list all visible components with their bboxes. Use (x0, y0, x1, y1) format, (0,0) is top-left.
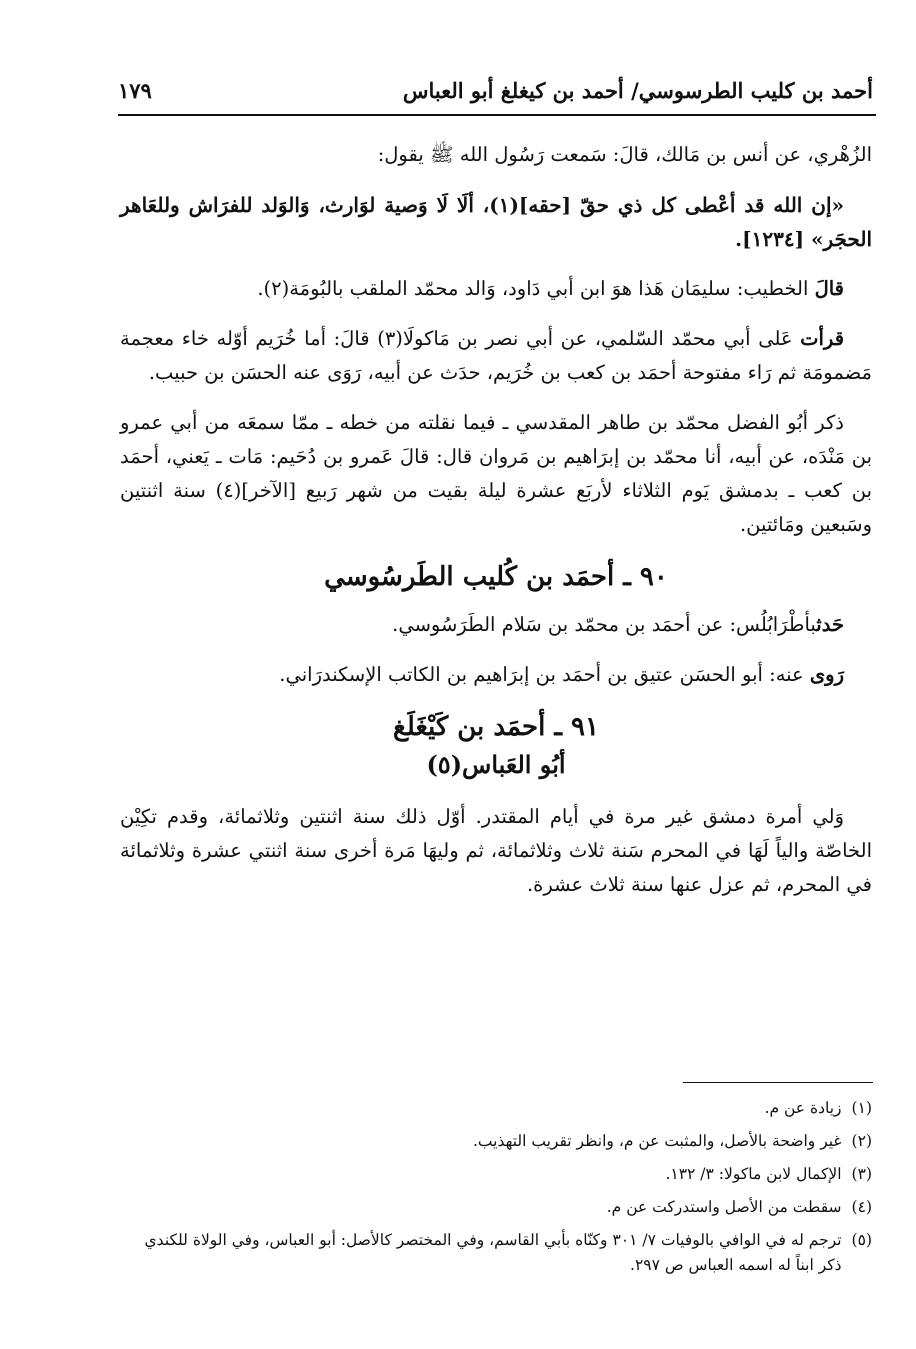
entry-heading-91-line2: أبُو العَباس(٥) (426, 750, 566, 779)
footnote-3 (120, 1162, 872, 1187)
paragraph-3 (120, 272, 872, 306)
footnote-text: سقطت من الأصل واستدركت عن م. (606, 1198, 842, 1216)
paragraph-6-label: حَدث (816, 613, 844, 636)
hadith-text: «إن الله قد أعْطى كل ذي حقّ [حقه](١)، ألَا لَا وَصية لوَارث، وَالوَلد للفرَاش وللعَاهر الحجَر» [١٢٣٤]. (120, 193, 872, 251)
footnote-5 (120, 1228, 872, 1278)
footnote-number: (٥) (851, 1231, 872, 1249)
paragraph-3-text: الخطيب: سليمَان هَذا هوَ ابن أبي دَاود، وَالد محمّد الملقب بالبُومَة(٢). (257, 277, 809, 300)
footnote-text: زيادة عن م. (764, 1099, 842, 1117)
paragraph-4-label: قرأت (800, 327, 845, 350)
running-title: أحمد بن كليب الطرسوسي/ أحمد بن كيغلغ أبو العباس (402, 78, 873, 103)
page-header (118, 78, 873, 103)
paragraph-7-text: عنه: أبو الحسَن عتيق بن أحمَد بن إبرَاهيم بن الكاتب الإسكندرَاني. (279, 663, 804, 686)
footnote-number: (٣) (851, 1165, 872, 1183)
paragraph-1: الزُهْري، عن أنس بن مَالك، قالَ: سَمعت رَسُول الله ﷺ يقول: (377, 143, 872, 166)
entry-heading-91 (120, 708, 872, 784)
paragraph-7 (120, 658, 872, 692)
entry-heading-90: ٩٠ ـ أحمَد بن كُليب الطَرسُوسي (324, 562, 668, 592)
footnotes (120, 1096, 872, 1286)
paragraph-7-label: رَوى (809, 663, 844, 686)
footnote-text: غير واضحة بالأصل، والمثبت عن م، وانظر تقريب التهذيب. (472, 1132, 842, 1150)
paragraph-4-text: عَلى أبي محمّد السّلمي، عن أبي نصر بن مَاكولَا(٣) قالَ: أما خُرَيم أوّله خاء معجمة مَضمومَة ثم رَاء مفتوحة أحمَد بن كعب بن خُرَيم، حدَث عن أبيه، رَوَى عنه الحسَن بن حبيب. (120, 327, 872, 384)
paragraph-5: ذكر أبُو الفضل محمّد بن طاهر المقدسي ـ فيما نقلته من خطه ـ ممّا سمعَه من أبي عمرو بن مَنْدَه، عن أبيه، أنا محمّد بن إبرَاهيم بن مَروان قال: قالَ عَمرو بن دُحَيم: مَات ـ يَعني، أحمَد بن كعب ـ بدمشق يَوم الثلاثاء لأربَع عشرة ليلة بقيت من شهر رَبيع [الآخر](٤) سنة اثنتين وسَبعين ومَائتين. (120, 411, 872, 536)
header-rule (118, 114, 876, 116)
paragraph-3-label: قالَ (814, 277, 844, 300)
footnote-text: ترجم له في الوافي بالوفيات ٧/ ٣٠١ وكنّاه بأبي القاسم، وفي المختصر كالأصل: أبو العباس، وفي الولاة للكندي ذكر ابناً له اسمه العباس ص ٢٩٧. (144, 1231, 842, 1274)
paragraph-6 (120, 608, 872, 642)
footnote-number: (٤) (851, 1198, 872, 1216)
footnote-4 (120, 1195, 872, 1220)
footnote-rule (683, 1082, 873, 1083)
page-body (120, 138, 872, 918)
footnote-number: (١) (851, 1099, 872, 1117)
footnote-text: الإكمال لابن ماكولا: ٣/ ١٣٢. (665, 1165, 842, 1183)
paragraph-6-text: بأطْرَابُلُس: عن أحمَد بن محمّد بن سَلام الطَرَسُوسي. (392, 613, 817, 636)
footnote-number: (٢) (851, 1132, 872, 1150)
paragraph-4 (120, 322, 872, 390)
entry-heading-91-line1: ٩١ ـ أحمَد بن كَيْغَلَغ (393, 712, 599, 742)
footnote-1 (120, 1096, 872, 1121)
page-number: ١٧٩ (118, 78, 152, 103)
paragraph-8: وَلي أمرة دمشق غير مرة في أيام المقتدر. أوّل ذلك سنة اثنتين وثلاثمائة، وقدم تكِيْن الخاصّة والياً لَهَا في المحرم سَنة ثلاث وثلاثمائة، ثم وليهَا مَرة أخرى سنة اثنتي عشرة وثلاثمائة في المحرم، ثم عزل عنها سنة ثلاث عشرة. (120, 805, 872, 896)
footnote-2 (120, 1129, 872, 1154)
